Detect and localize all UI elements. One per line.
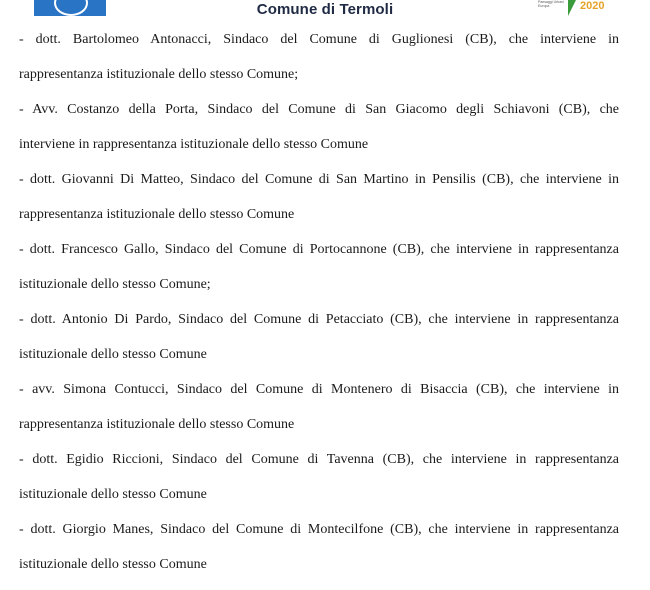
text-line: - Avv. Costanzo della Porta, Sindaco del Comune di San Giacomo degli Schiavoni (CB), che — [19, 102, 619, 117]
document-header — [0, 0, 650, 22]
right-logo-year: 2020 — [580, 0, 605, 12]
text-line: - dott. Antonio Di Pardo, Sindaco del Comune di Petacciato (CB), che interviene in rappresentanza — [19, 312, 619, 327]
header-title: Comune di Termoli — [256, 1, 394, 18]
text-line: - avv. Simona Contucci, Sindaco del Comune di Montenero di Bisaccia (CB), che interviene in — [19, 382, 619, 397]
text-line: - dott. Bartolomeo Antonacci, Sindaco del Comune di Guglionesi (CB), che interviene in — [19, 32, 619, 47]
text-line: rappresentanza istituzionale dello stesso Comune — [19, 207, 295, 222]
text-line: istituzionale dello stesso Comune — [19, 487, 207, 502]
text-line: istituzionale dello stesso Comune — [19, 557, 207, 572]
text-line: istituzionale dello stesso Comune — [19, 347, 207, 362]
text-line: - dott. Francesco Gallo, Sindaco del Comune di Portocannone (CB), che interviene in rappresentanza — [19, 242, 619, 257]
text-line: - dott. Giovanni Di Matteo, Sindaco del Comune di San Martino in Pensilis (CB), che interviene in — [19, 172, 619, 187]
text-line: istituzionale dello stesso Comune; — [19, 277, 211, 292]
text-line: rappresentanza istituzionale dello stesso Comune; — [19, 67, 299, 82]
document-body — [19, 28, 619, 588]
right-logo — [536, 0, 608, 18]
text-line: - dott. Giorgio Manes, Sindaco del Comune di Montecilfone (CB), che interviene in rappresentanza — [19, 522, 619, 537]
text-line: rappresentanza istituzionale dello stesso Comune — [19, 417, 295, 432]
text-line: interviene in rappresentanza istituzionale dello stesso Comune — [19, 137, 369, 152]
right-logo-caption: Paesaggi Urbani Europa — [538, 0, 564, 8]
logo-mark-icon — [568, 0, 576, 16]
text-line: - dott. Egidio Riccioni, Sindaco del Comune di Tavenna (CB), che interviene in rappresentanza — [19, 452, 619, 467]
